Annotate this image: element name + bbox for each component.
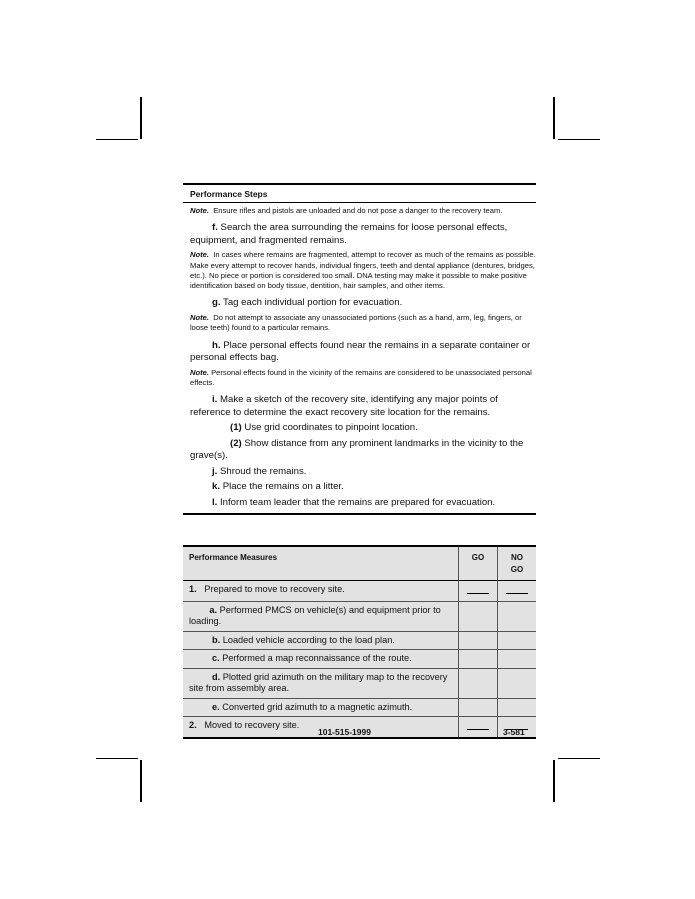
nogo-blank xyxy=(506,584,528,594)
table-row: c. Performed a map reconnaissance of the route. xyxy=(183,650,536,669)
crop-mark xyxy=(558,139,600,140)
page-number: 3-581 xyxy=(503,727,525,737)
table-row: b. Loaded vehicle according to the load plan. xyxy=(183,631,536,650)
table-row: a. Performed PMCS on vehicle(s) and equipment prior to loading. xyxy=(183,601,536,631)
crop-mark xyxy=(558,758,600,759)
step-k: k. Place the remains on a litter. xyxy=(212,481,344,493)
crop-mark xyxy=(96,758,138,759)
crop-mark xyxy=(140,97,142,139)
table-row: 1. Prepared to move to recovery site. xyxy=(183,581,536,602)
note: Note. Ensure rifles and pistols are unloaded and do not pose a danger to the recovery team. xyxy=(190,206,503,215)
crop-mark xyxy=(553,97,555,139)
measures-header: Performance Measures xyxy=(183,546,459,581)
step-h: h. Place personal effects found near the remains in a separate container or personal effects bag. xyxy=(190,339,531,364)
step-i: i. Make a sketch of the recovery site, identifying any major points of reference to determine the exact recovery site location for the remains. xyxy=(190,394,498,418)
step-i-1: (1) Use grid coordinates to pinpoint location. xyxy=(230,422,418,434)
performance-steps xyxy=(183,183,536,515)
performance-measures-table xyxy=(183,545,536,739)
crop-mark xyxy=(140,760,142,802)
go-header: GO xyxy=(459,546,498,581)
step-g: g. Tag each individual portion for evacuation. xyxy=(212,297,403,309)
crop-mark xyxy=(96,139,138,140)
nogo-header: NO GO xyxy=(498,546,537,581)
step-l: l. Inform team leader that the remains are prepared for evacuation. xyxy=(212,496,496,508)
doc-number: 101-515-1999 xyxy=(318,727,371,737)
go-blank xyxy=(467,584,489,594)
table-header xyxy=(183,546,536,581)
note: Note. Do not attempt to associate any unassociated portions (such as a hand, arm, leg, fingers, or loose teeth) found to a particular remains. xyxy=(190,312,522,333)
table-row: d. Plotted grid azimuth on the military map to the recovery site from assembly area. xyxy=(183,668,536,698)
step-j: j. Shroud the remains. xyxy=(212,465,307,477)
crop-mark xyxy=(553,760,555,802)
step-i-2: (2) Show distance from any prominent landmarks in the vicinity to the grave(s). xyxy=(190,437,524,462)
step-f: f. Search the area surrounding the remains for loose personal effects, equipment, and fragmented remains. xyxy=(190,222,508,246)
note: Note. Personal effects found in the vicinity of the remains are considered to be unassociated personal effects. xyxy=(190,367,532,387)
go-blank xyxy=(467,720,489,730)
note: Note. In cases where remains are fragmented, attempt to recover as much of the remains as possible. Make every attempt to recover hands, individual fingers, teeth and dental appliance (dentures, bridges, etc.). No piece or portion is considered too small. DNA testing may make it possible to make positive identification based on body tissue, dentition, hair samples, and other items. xyxy=(190,250,536,291)
steps-header: Performance Steps xyxy=(183,185,536,203)
table-row: 2. Moved to recovery site. xyxy=(183,717,536,738)
table-row: e. Converted grid azimuth to a magnetic azimuth. xyxy=(183,698,536,717)
